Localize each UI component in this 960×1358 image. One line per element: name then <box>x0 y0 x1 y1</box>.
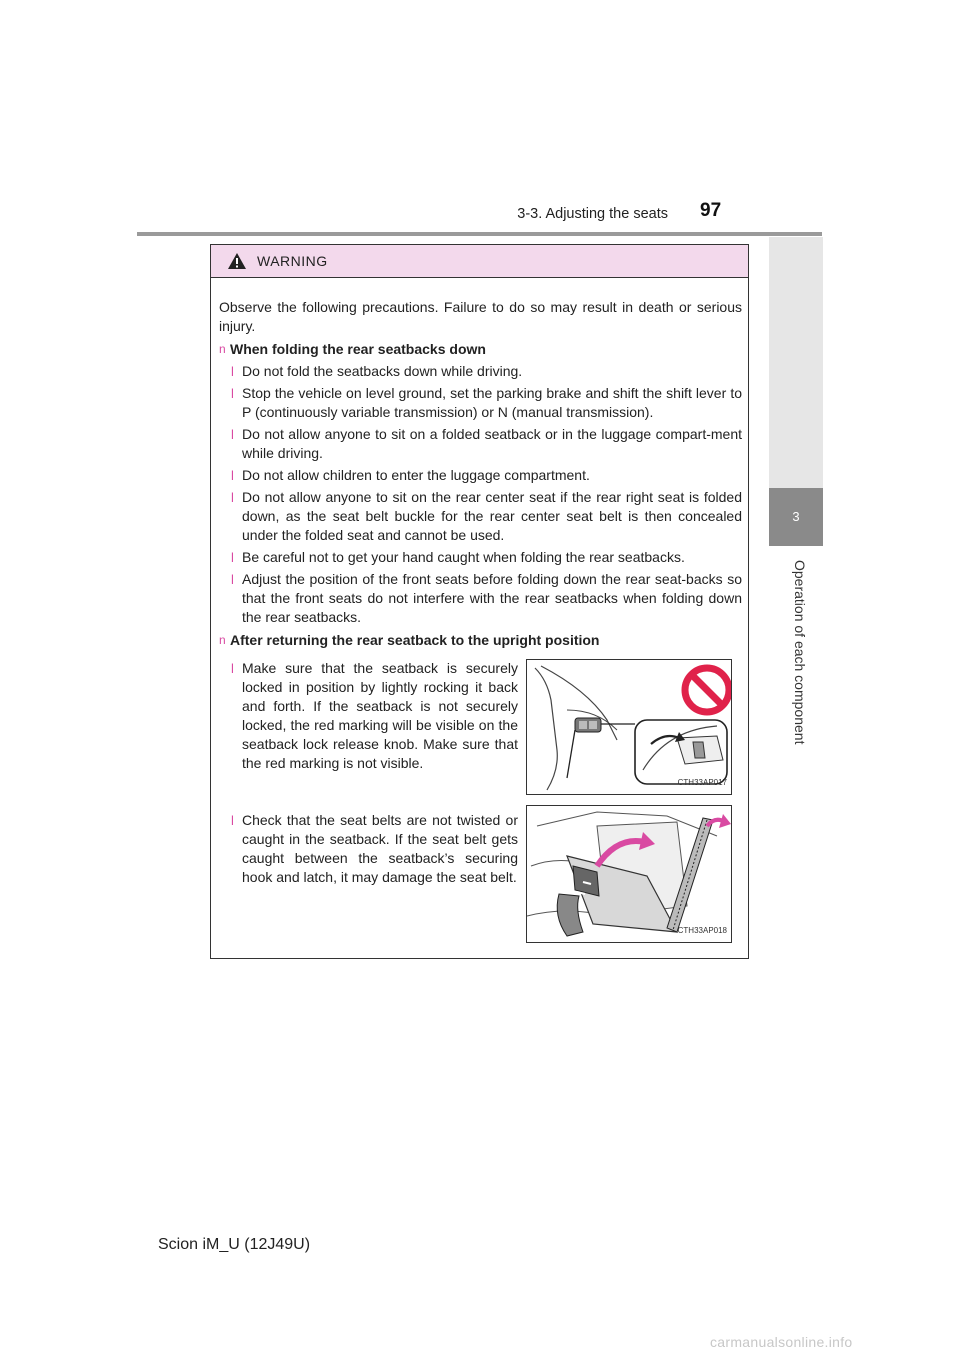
bullet-marker-icon: l <box>231 550 234 565</box>
warning-header <box>211 245 748 278</box>
bullet-marker-icon: l <box>231 661 234 676</box>
list-item: l Stop the vehicle on level ground, set the parking brake and shift the shift lever to P (continuously variable transmission) or N (manual transmission). <box>231 385 742 420</box>
list-item: l Be careful not to get your hand caught when folding the rear seatbacks. <box>231 549 685 565</box>
bullet-marker-icon: l <box>231 427 234 442</box>
warning-content <box>211 278 748 943</box>
figure-row <box>231 659 742 795</box>
header-section-title: 3-3. Adjusting the seats <box>517 206 668 222</box>
list-item: l Do not allow anyone to sit on the rear center seat if the rear right seat is folded down, as the seat belt buckle for the rear center seat belt is then concealed under the folded seat and cannot be used. <box>231 489 742 543</box>
list-item: l Make sure that the seatback is securely locked in position by lightly rocking it back and forth. If the seatback is not securely locked, the red marking will be visible on the seatback lock release knob. Make sure that the red marking is not visible. <box>231 659 518 792</box>
watermark: carmanualsonline.info <box>710 1334 853 1350</box>
list-item: l Do not allow children to enter the luggage compartment. <box>231 467 590 483</box>
figure-seat-belt <box>526 805 732 943</box>
bullet-marker-icon: l <box>231 813 234 828</box>
section-heading: n When folding the rear seatbacks down <box>219 341 486 357</box>
bullet-marker-icon: l <box>231 386 234 401</box>
bullet-marker-icon: l <box>231 364 234 379</box>
list-item: l Adjust the position of the front seats before folding down the rear seat-backs so that the front seats do not interfere with the rear seatbacks when folding down the rear seatbacks. <box>231 571 742 625</box>
bullet-list <box>231 362 742 627</box>
footer-model: Scion iM_U (12J49U) <box>158 1236 311 1253</box>
bullet-marker-icon: l <box>231 490 234 505</box>
list-item: l Do not fold the seatbacks down while driving. <box>231 363 523 379</box>
page-number: 97 <box>700 200 722 221</box>
chapter-tab-number: 3 <box>769 488 823 546</box>
side-strip <box>769 237 823 488</box>
bullet-marker-icon: l <box>231 572 234 587</box>
warning-intro: Observe the following precautions. Failure to do so may result in death or serious injury. <box>219 299 742 334</box>
warning-title: WARNING <box>257 253 328 269</box>
list-item: l Check that the seat belts are not twisted or caught in the seatback. If the seat belt gets caught between the seatback’s securing hook and latch, it may damage the seat belt. <box>231 811 518 940</box>
figure-row <box>231 811 742 943</box>
chapter-tab-title: Operation of each component <box>792 560 808 745</box>
header-rule <box>137 232 822 236</box>
figure-code: CTH33AP018 <box>677 926 727 935</box>
section-marker-icon: n <box>219 633 226 647</box>
figure-code: CTH33AP017 <box>677 778 727 787</box>
section-heading: n After returning the rear seatback to the upright position <box>219 632 600 648</box>
warning-box <box>210 244 749 959</box>
figure-seatback-lock <box>526 659 732 795</box>
warning-triangle-icon <box>227 252 247 270</box>
section-marker-icon: n <box>219 342 226 356</box>
bullet-marker-icon: l <box>231 468 234 483</box>
list-item: l Do not allow anyone to sit on a folded seatback or in the luggage compart-ment while driving. <box>231 426 742 461</box>
